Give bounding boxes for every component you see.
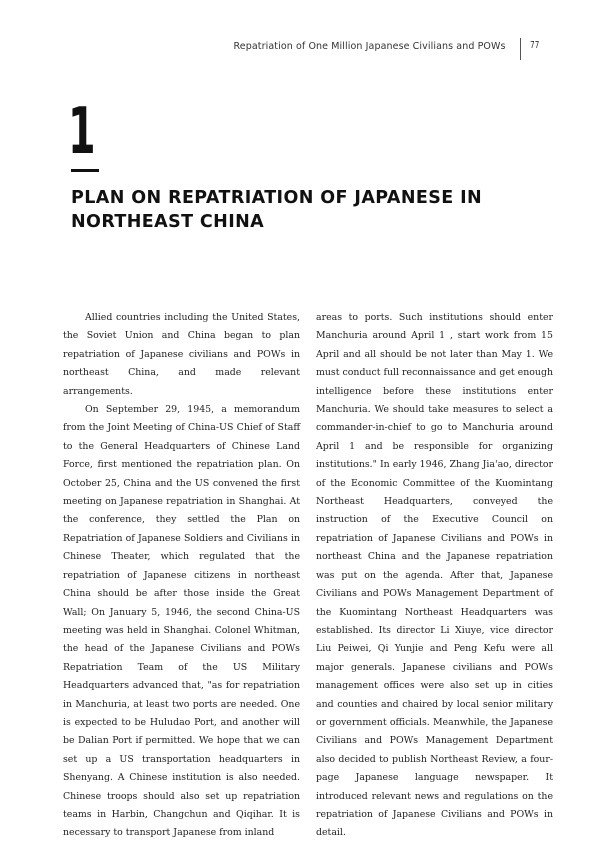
running-head: [234, 38, 541, 60]
body-column-right: [316, 309, 553, 843]
paragraph: Allied countries including the United States, the Soviet Union and China began to plan repatriation of Japanese civilians and POWs in northeast China, and made relevant arrangements.: [63, 312, 300, 397]
chapter-rule: [71, 169, 99, 172]
chapter-number: 1: [68, 95, 95, 169]
page-number: 77: [529, 40, 539, 51]
paragraph: On September 29, 1945, a memorandum from the Joint Meeting of China-US Chief of Staff to the General Headquarters of Chinese Land Force, first mentioned the repatriation plan. On October 25, China and the US convened the first meeting on Japanese repatriation in Shanghai. At the conference, they settled the Plan on Repatriation of Japanese Soldiers and Civilians in Chinese Theater, which regulated that the repatriation of Japanese citizens in northeast China should be after those inside the Great Wall; On January 5, 1946, the second China-US meeting was held in Shanghai. Colonel Whitman, the head of the Japanese Civilians and POWs Repatriation Team of the US Military Headquarters advanced that, "as for repatriation in Manchuria, at least two ports are needed. One is expected to be Huludao Port, and another will be Dalian Port if permitted. We hope that we can set up a US transportation headquarters in Shenyang. A Chinese institution is also needed. Chinese troops should also set up repatriation teams in Harbin, Changchun and Qiqihar. It is necessary to transport Japanese from inland: [63, 404, 300, 839]
body-column-left: [63, 309, 300, 843]
header-divider: [520, 38, 521, 60]
running-title: Repatriation of One Million Japanese Civilians and POWs: [233, 41, 506, 52]
chapter-title: PLAN ON REPATRIATION OF JAPANESE IN NORTHEAST CHINA: [71, 188, 483, 232]
paragraph-continued: areas to ports. Such institutions should enter Manchuria around April 1 , start work from 15 April and all should be not later than May 1. We must conduct full reconnaissance and get enough intelligence before these institutions enter Manchuria. We should take measures to select a commander-in-chief to go to Manchuria around April 1 and be responsible for organizing institutions." In early 1946, Zhang Jia'ao, director of the Economic Committee of the Kuomintang Northeast Headquarters, conveyed the instruction of the Executive Council on repatriation of Japanese Civilians and POWs in northeast China and the Japanese repatriation was put on the agenda. After that, Japanese Civilians and POWs Management Department of the Kuomintang Northeast Headquarters was established. Its director Li Xiuye, vice director Liu Peiwei, Qi Yunjie and Peng Kefu were all major generals. Japanese civilians and POWs management offices were also set up in cities and counties and chaired by local senior military or government officials. Meanwhile, the Japanese Civilians and POWs Management Department also decided to publish Northeast Review, a four-page Japanese language newspaper. It introduced relevant news and regulations on the repatriation of Japanese Civilians and POWs in detail.: [316, 312, 553, 839]
